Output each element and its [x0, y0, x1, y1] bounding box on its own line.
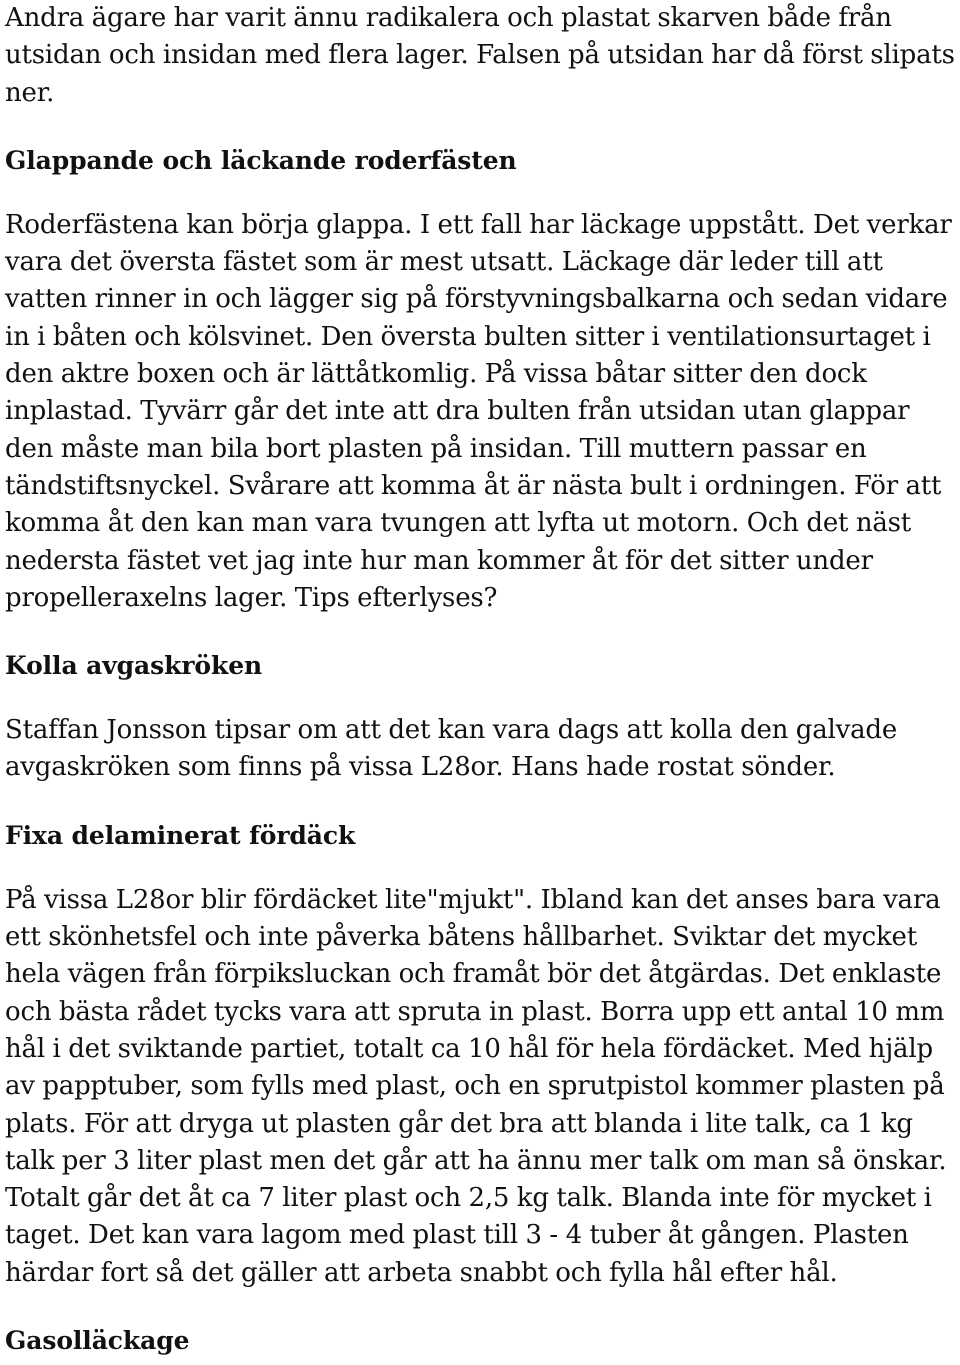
- spacer: [5, 854, 960, 882]
- spacer: [5, 112, 960, 142]
- spacer: [5, 787, 960, 817]
- section-heading-gasollackage: Gasolläckage: [5, 1326, 190, 1356]
- spacer: [5, 179, 960, 207]
- section-body-avgaskroken: Staffan Jonsson tipsar om att det kan vara dags att kolla den galvade avgaskröken som finns på vissa L28or. Hans hade rostat sönder.: [5, 715, 898, 783]
- spacer: [5, 1292, 960, 1322]
- section-body-roderfasten: Roderfästena kan börja glappa. I ett fall har läckage uppstått. Det verkar vara det översta fästet som är mest utsatt. Läckage där leder till att vatten rinner in och lägger sig på förstyvningsbalkarna och sedan vidare in i båten och kölsvinet. Den översta bulten sitter i ventilationsurtaget i den aktre boxen och är lättåtkomlig. På vissa båtar sitter den dock inplastad. Tyvärr går det inte att dra bulten från utsidan utan glappar den måste man bila bort plasten på insidan. Till muttern passar en tändstiftsnyckel. Svårare att komma åt är nästa bult i ordningen. För att komma åt den kan man vara tvungen att lyfta ut motorn. Och det näst nedersta fästet vet jag inte hur man kommer åt för det sitter under propelleraxelns lager. Tips efterlyses?: [5, 209, 952, 613]
- section-body-fordack: På vissa L28or blir fördäcket lite"mjukt". Ibland kan det anses bara vara ett skönhetsfel och inte påverka båtens hållbarhet. Sviktar det mycket hela vägen från förpiksluckan och framåt bör det åtgärdas. Det enklaste och bästa rådet tycks vara att spruta in plast. Borra upp ett antal 10 mm hål i det sviktande partiet, totalt ca 10 hål för hela fördäcket. Med hjälp av papptuber, som fylls med plast, och en sprutpistol kommer plasten på plats. För att dryga ut plasten går det bra att blanda i lite talk, ca 1 kg talk per 3 liter plast men det går att ha ännu mer talk om man så önskar. Totalt går det åt ca 7 liter plast och 2,5 kg talk. Blanda inte för mycket i taget. Det kan vara lagom med plast till 3 - 4 tuber åt gången. Plasten härdar fort så det gäller att arbeta snabbt och fylla hål efter hål.: [5, 884, 947, 1288]
- spacer: [5, 684, 960, 712]
- section-heading-fordack: Fixa delaminerat fördäck: [5, 820, 356, 850]
- intro-paragraph: Andra ägare har varit ännu radikalera och plastat skarven både från utsidan och insidan med flera lager. Falsen på utsidan har då först slipats ner.: [5, 3, 955, 108]
- spacer: [5, 617, 960, 647]
- section-heading-roderfasten: Glappande och läckande roderfästen: [5, 145, 517, 175]
- section-heading-avgaskroken: Kolla avgaskröken: [5, 651, 263, 681]
- document-page: [5, 0, 960, 1359]
